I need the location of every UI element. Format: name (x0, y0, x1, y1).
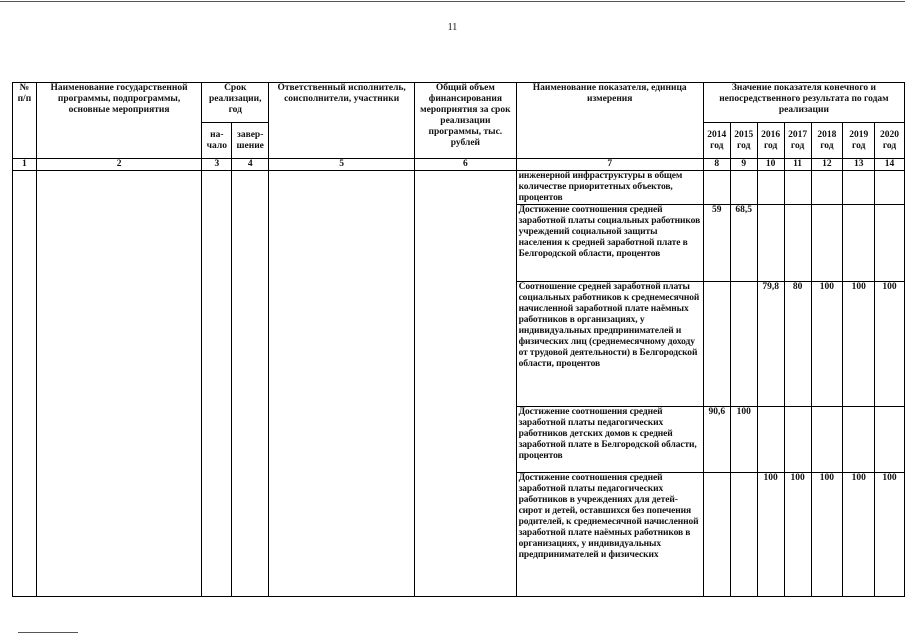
value-cell (703, 282, 730, 407)
header-program: Наименование государственной программы, подпрограммы, основные мероприятия (36, 83, 202, 159)
funding-cell (415, 171, 516, 597)
value-cell (811, 171, 843, 205)
footer-rule (18, 632, 78, 633)
value-cell (843, 171, 875, 205)
value-cell (784, 407, 811, 473)
value-cell (703, 171, 730, 205)
column-number: 12 (811, 159, 843, 171)
value-cell: 100 (811, 282, 843, 407)
value-cell: 68,5 (730, 205, 757, 282)
value-cell (730, 282, 757, 407)
indicator-cell: Соотношение средней заработной платы социальных работников к среднемесячной начисленной заработной плате наёмных работников в организациях, у индивидуальных предпринимателей и физических лиц (среднемесячному доходу от трудовой деятельности) в Белгородской области, процентов (516, 282, 703, 407)
header-values: Значение показателя конечного и непосредственного результата по годам реализации (703, 83, 904, 123)
header-year-2018: 2018 год (811, 123, 843, 159)
term-start-cell (202, 171, 232, 597)
column-number: 9 (730, 159, 757, 171)
value-cell: 100 (757, 473, 784, 597)
header-year-2015: 2015 год (730, 123, 757, 159)
header-year-2016: 2016 год (757, 123, 784, 159)
header-term-start: на-чало (202, 123, 232, 159)
value-cell: 100 (811, 473, 843, 597)
value-cell: 100 (730, 407, 757, 473)
header-year-2014: 2014 год (703, 123, 730, 159)
value-cell: 100 (875, 473, 905, 597)
header-term: Срок реализации, год (202, 83, 269, 123)
top-scan-edge (0, 1, 905, 2)
indicator-cell: Достижение соотношения средней заработной платы педагогических работников детских домов к средней заработной плате в Белгородской области, процентов (516, 407, 703, 473)
header-number: № п/п (13, 83, 37, 159)
value-cell: 80 (784, 282, 811, 407)
column-number: 5 (269, 159, 415, 171)
column-number: 4 (232, 159, 269, 171)
value-cell (843, 205, 875, 282)
value-cell: 100 (875, 282, 905, 407)
program-cell (36, 171, 202, 597)
value-cell: 59 (703, 205, 730, 282)
value-cell (703, 473, 730, 597)
column-number: 1 (13, 159, 37, 171)
column-number: 8 (703, 159, 730, 171)
value-cell (875, 407, 905, 473)
header-indicator: Наименование показателя, единица измерения (516, 83, 703, 159)
column-number: 10 (757, 159, 784, 171)
value-cell (730, 171, 757, 205)
indicator-cell: инженерной инфраструктуры в общем количестве приоритетных объектов, процентов (516, 171, 703, 205)
indicator-cell: Достижение соотношения средней заработной платы педагогических работников в учреждениях для детей-сирот и детей, оставшихся без попечения родителей, к среднемесячной начисленной заработной плате наёмных работников в организациях, у индивидуальных предпринимателей и физических (516, 473, 703, 597)
responsible-cell (269, 171, 415, 597)
value-cell (757, 205, 784, 282)
number-cell (13, 171, 37, 597)
value-cell (784, 171, 811, 205)
header-year-2019: 2019 год (843, 123, 875, 159)
header-year-2017: 2017 год (784, 123, 811, 159)
term-end-cell (232, 171, 269, 597)
value-cell: 90,6 (703, 407, 730, 473)
column-number: 6 (415, 159, 516, 171)
column-number: 7 (516, 159, 703, 171)
value-cell (875, 171, 905, 205)
column-number: 13 (843, 159, 875, 171)
value-cell: 100 (843, 473, 875, 597)
value-cell: 100 (843, 282, 875, 407)
value-cell (811, 407, 843, 473)
value-cell (757, 171, 784, 205)
value-cell: 100 (784, 473, 811, 597)
header-responsible: Ответственный исполнитель, соисполнители, участники (269, 83, 415, 159)
table-row (13, 171, 905, 205)
value-cell (811, 205, 843, 282)
column-number: 11 (784, 159, 811, 171)
program-indicators-table (12, 82, 905, 597)
value-cell (784, 205, 811, 282)
indicator-cell: Достижение соотношения средней заработной платы социальных работников учреждений социальной защиты населения к средней заработной плате в Белгородской области, процентов (516, 205, 703, 282)
column-number-row (13, 159, 905, 171)
value-cell (875, 205, 905, 282)
column-number: 14 (875, 159, 905, 171)
value-cell (757, 407, 784, 473)
page-number: 11 (447, 22, 458, 33)
column-number: 2 (36, 159, 202, 171)
header-term-end: завер-шение (232, 123, 269, 159)
header-funding: Общий объем финансирования мероприятия за срок реализации программы, тыс. рублей (415, 83, 516, 159)
column-number: 3 (202, 159, 232, 171)
header-year-2020: 2020 год (875, 123, 905, 159)
value-cell (843, 407, 875, 473)
value-cell (730, 473, 757, 597)
value-cell: 79,8 (757, 282, 784, 407)
